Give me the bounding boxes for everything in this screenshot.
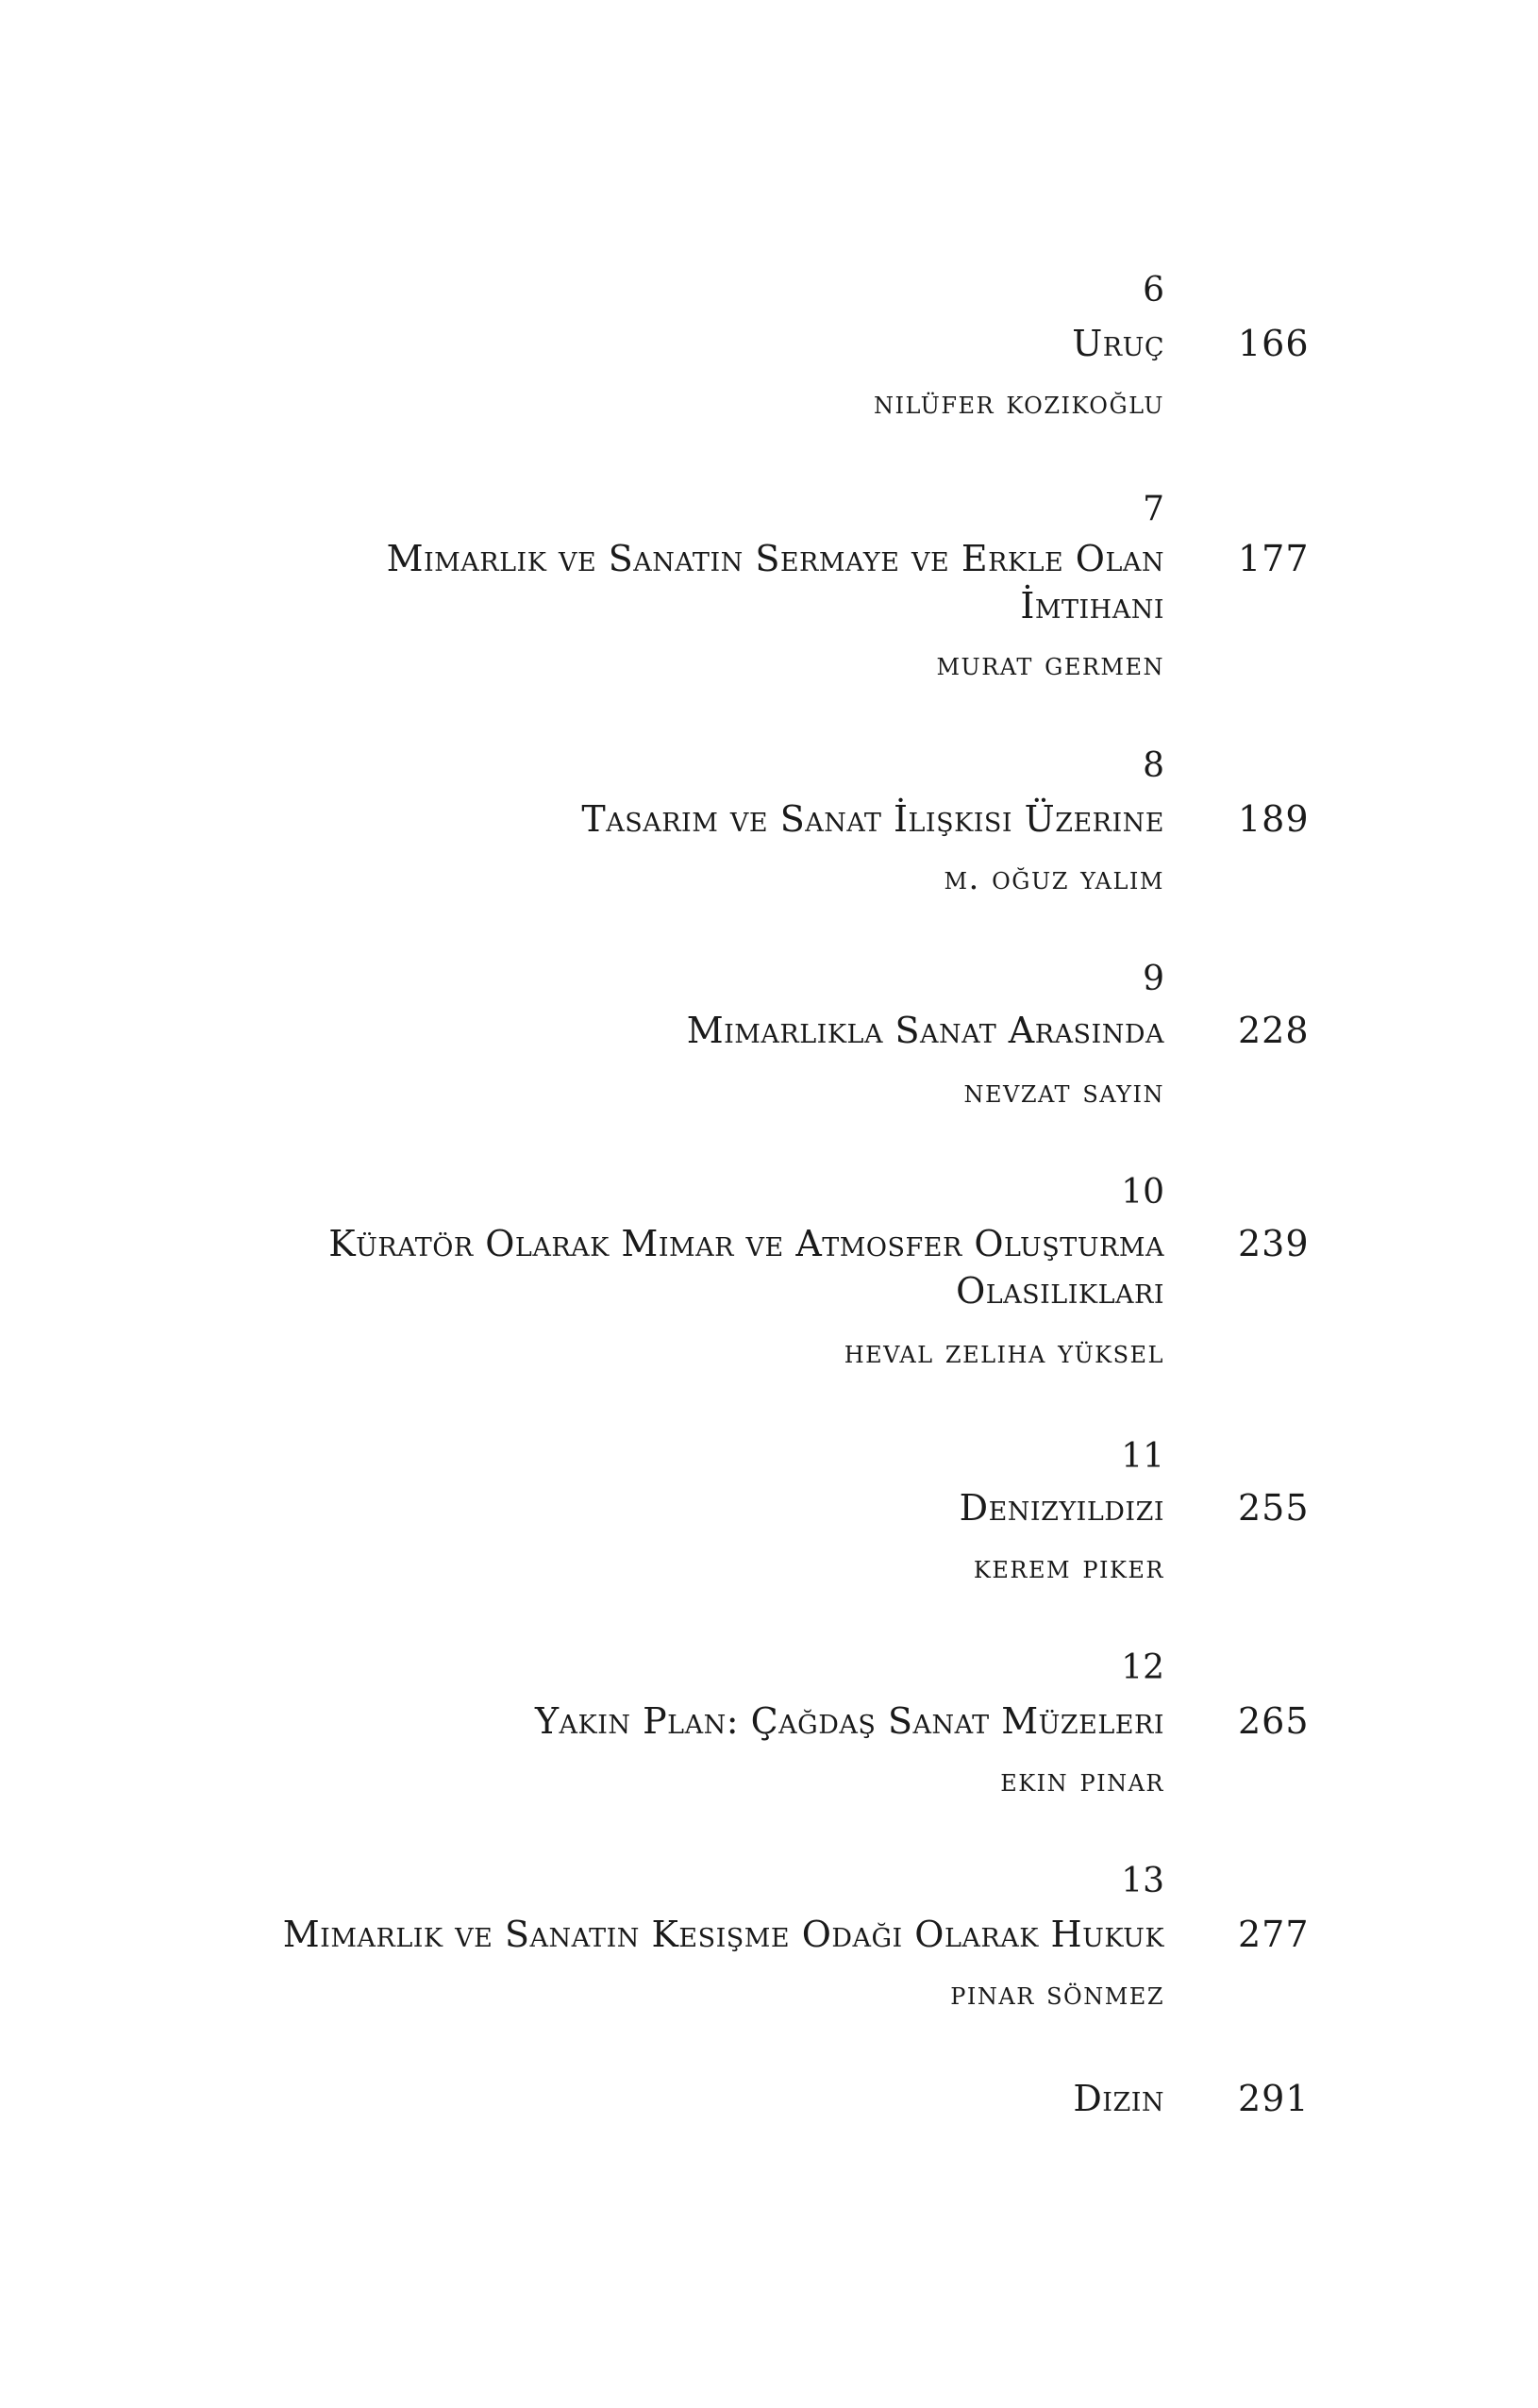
chapter-author: pınar sönmez: [950, 1975, 1164, 2013]
chapter-title[interactable]: Küratör Olarak Mimar ve Atmosfer Oluşturma: [328, 1223, 1164, 1264]
chapter-title[interactable]: Mimarlık ve Sanatın Sermaye ve Erkle Olan: [386, 538, 1164, 579]
chapter-author: kerem piker: [973, 1548, 1164, 1586]
page-number[interactable]: 228: [1238, 1010, 1310, 1051]
chapter-title[interactable]: Uruç: [1072, 323, 1164, 364]
chapter-author: nevzat sayın: [963, 1073, 1164, 1111]
chapter-number: 11: [1121, 1437, 1164, 1476]
chapter-title[interactable]: Mimarlıkla Sanat Arasında: [686, 1010, 1164, 1051]
index-title[interactable]: Dizin: [1073, 2078, 1164, 2119]
chapter-author: m. oğuz yalım: [944, 860, 1164, 897]
chapter-title[interactable]: Tasarım ve Sanat İlişkisi Üzerine: [581, 798, 1164, 840]
chapter-number: 13: [1121, 1862, 1164, 1900]
chapter-title[interactable]: Denizyıldızı: [959, 1487, 1164, 1529]
chapter-title-continued[interactable]: Olasılıkları: [956, 1270, 1164, 1312]
chapter-author: nilüfer kozikoğlu: [874, 384, 1164, 422]
page-number[interactable]: 265: [1238, 1700, 1310, 1742]
chapter-author: ekin pınar: [1000, 1762, 1164, 1799]
chapter-number: 10: [1121, 1173, 1164, 1212]
chapter-author: heval zeliha yüksel: [844, 1333, 1164, 1371]
chapter-number: 9: [1143, 960, 1164, 998]
chapter-title[interactable]: Yakın Plan: Çağdaş Sanat Müzeleri: [534, 1700, 1164, 1742]
index-page-number[interactable]: 291: [1238, 2078, 1310, 2119]
chapter-title-continued[interactable]: İmtihanı: [1020, 585, 1164, 627]
page-number[interactable]: 166: [1238, 323, 1310, 364]
chapter-title[interactable]: Mimarlık ve Sanatın Kesişme Odağı Olarak Hukuk: [282, 1914, 1164, 1955]
page-number[interactable]: 189: [1238, 798, 1310, 840]
chapter-number: 12: [1121, 1648, 1164, 1687]
chapter-number: 6: [1143, 271, 1164, 309]
page-number[interactable]: 277: [1238, 1914, 1310, 1955]
chapter-author: murat germen: [936, 645, 1164, 683]
page-number[interactable]: 239: [1238, 1223, 1310, 1264]
page-number[interactable]: 177: [1238, 538, 1310, 579]
page-number[interactable]: 255: [1238, 1487, 1310, 1529]
chapter-number: 7: [1143, 490, 1164, 528]
chapter-number: 8: [1143, 746, 1164, 785]
